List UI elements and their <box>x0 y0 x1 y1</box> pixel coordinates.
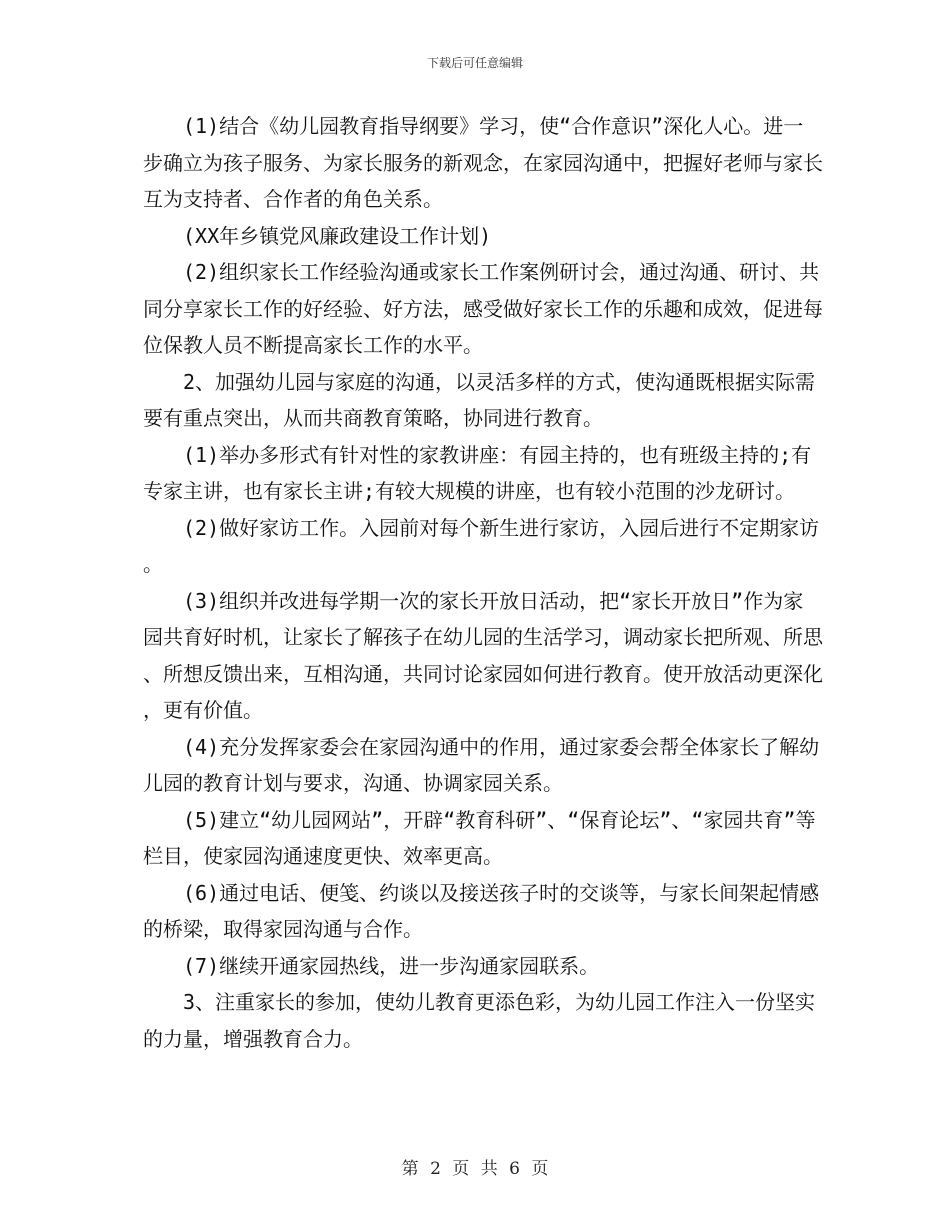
paragraph: (3)组织并改进每学期一次的家长开放日活动，把“家长开放日”作为家园共育好时机，让家长了解孩子在幼儿园的生活学习，调动家长把所观、所思、所想反馈出来，互相沟通，共同讨论家园如何进行教育。使开放活动更深化，更有价值。 <box>143 588 823 722</box>
paragraph: (4)充分发挥家委会在家园沟通中的作用，通过家委会帮全体家长了解幼儿园的教育计划与要求，沟通、协调家园关系。 <box>143 734 820 795</box>
paragraph: (5)建立“幼儿园网站”，开辟“教育科研”、“保育论坛”、“家园共育”等栏目，使家园沟通速度更快、效率更高。 <box>143 807 816 868</box>
paragraph: (XX年乡镇党风廉政建设工作计划) <box>183 223 492 248</box>
paragraph: (7)继续开通家园热线，进一步沟通家园联系。 <box>183 953 600 978</box>
document-body <box>143 108 823 1057</box>
paragraph: (2)做好家访工作。入园前对每个新生进行家访，入园后进行不定期家访。 <box>143 515 820 576</box>
page-number-footer: 第 2 页 共 6 页 <box>401 1159 549 1179</box>
paragraph: 3、注重家长的参加，使幼儿教育更添色彩，为幼儿园工作注入一份坚实的力量，增强教育合力。 <box>143 990 816 1051</box>
paragraph: (1)结合《幼儿园教育指导纲要》学习，使“合作意识”深化人心。进一步确立为孩子服务、为家长服务的新观念，在家园沟通中，把握好老师与家长互为支持者、合作者的角色关系。 <box>143 114 823 211</box>
page-header: 下载后可任意编辑 <box>426 56 523 70</box>
paragraph: (6)通过电话、便笺、约谈以及接送孩子时的交谈等，与家长间架起情感的桥梁，取得家园沟通与合作。 <box>143 880 820 941</box>
paragraph: (1)举办多形式有针对性的家教讲座：有园主持的，也有班级主持的;有专家主讲，也有家长主讲;有较大规模的讲座，也有较小范围的沙龙研讨。 <box>143 442 812 503</box>
paragraph: 2、加强幼儿园与家庭的沟通，以灵活多样的方式，使沟通既根据实际需要有重点突出，从而共商教育策略，协同进行教育。 <box>143 369 816 430</box>
paragraph: (2)组织家长工作经验沟通或家长工作案例研讨会，通过沟通、研讨、共同分享家长工作的好经验、好方法，感受做好家长工作的乐趣和成效，促进每位保教人员不断提高家长工作的水平。 <box>143 260 823 357</box>
